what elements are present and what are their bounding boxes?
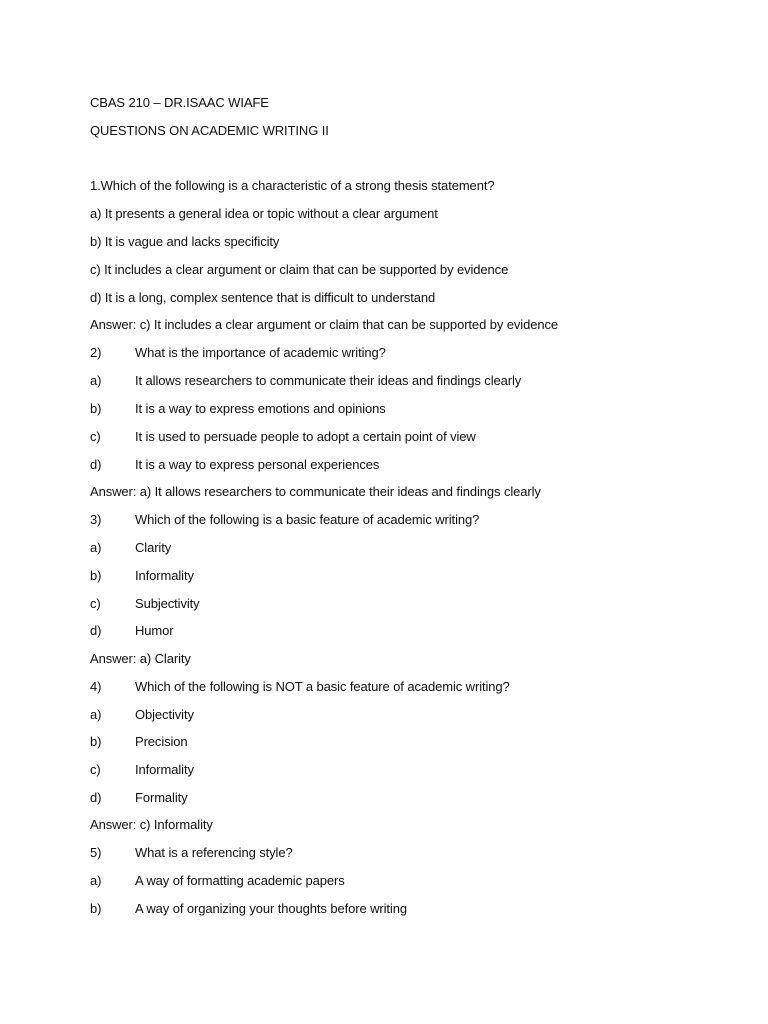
question-2-option-d [90, 457, 379, 473]
option-text: It is used to persuade people to adopt a certain point of view [135, 429, 476, 444]
option-text: Precision [135, 734, 188, 749]
option-marker: d) [90, 457, 102, 472]
question-5 [90, 845, 293, 861]
option-text: Formality [135, 790, 188, 805]
option-marker: c) [90, 429, 101, 444]
question-2-number: 2) [90, 345, 102, 360]
question-4-option-a [90, 707, 194, 723]
question-3 [90, 512, 479, 528]
question-1-option-a: a) It presents a general idea or topic without a clear argument [90, 206, 438, 221]
option-text: Subjectivity [135, 596, 200, 611]
question-1-option-c: c) It includes a clear argument or claim that can be supported by evidence [90, 262, 509, 277]
option-marker: c) [90, 762, 101, 777]
question-4-option-d [90, 790, 188, 806]
option-text: A way of organizing your thoughts before writing [135, 901, 407, 916]
question-3-option-a [90, 540, 171, 556]
question-5-text: What is a referencing style? [135, 845, 293, 860]
option-text: It is a way to express personal experiences [135, 457, 380, 472]
option-marker: d) [90, 623, 102, 638]
question-2-option-a [90, 373, 521, 389]
question-3-option-d [90, 623, 174, 639]
question-4-option-c [90, 762, 194, 778]
option-marker: b) [90, 734, 102, 749]
question-3-answer: Answer: a) Clarity [90, 651, 191, 666]
option-marker: b) [90, 401, 102, 416]
question-4-answer: Answer: c) Informality [90, 817, 213, 832]
option-text: A way of formatting academic papers [135, 873, 345, 888]
question-1-answer: Answer: c) It includes a clear argument or claim that can be supported by evidence [90, 317, 558, 332]
option-text: It allows researchers to communicate their ideas and findings clearly [135, 373, 522, 388]
question-3-number: 3) [90, 512, 102, 527]
option-text: Clarity [135, 540, 172, 555]
question-1: 1.Which of the following is a characteristic of a strong thesis statement? [90, 178, 495, 193]
option-text: It is a way to express emotions and opinions [135, 401, 386, 416]
option-marker: c) [90, 596, 101, 611]
question-3-text: Which of the following is a basic feature of academic writing? [135, 512, 480, 527]
option-marker: b) [90, 568, 102, 583]
question-4 [90, 679, 510, 695]
option-text: Objectivity [135, 707, 194, 722]
question-2-option-b [90, 401, 386, 417]
course-header: CBAS 210 – DR.ISAAC WIAFE [90, 95, 269, 110]
question-5-option-b [90, 901, 407, 917]
question-2-text: What is the importance of academic writing? [135, 345, 386, 360]
question-2-option-c [90, 429, 476, 445]
option-marker: d) [90, 790, 102, 805]
question-5-option-a [90, 873, 345, 889]
question-5-number: 5) [90, 845, 102, 860]
option-marker: b) [90, 901, 102, 916]
question-3-option-b [90, 568, 194, 584]
question-4-option-b [90, 734, 188, 750]
option-text: Informality [135, 568, 194, 583]
question-2-answer: Answer: a) It allows researchers to communicate their ideas and findings clearly [90, 484, 541, 499]
option-marker: a) [90, 707, 102, 722]
option-marker: a) [90, 540, 102, 555]
question-4-number: 4) [90, 679, 102, 694]
question-4-text: Which of the following is NOT a basic feature of academic writing? [135, 679, 510, 694]
question-1-option-b: b) It is vague and lacks specificity [90, 234, 280, 249]
option-text: Informality [135, 762, 194, 777]
document-title: QUESTIONS ON ACADEMIC WRITING II [90, 123, 329, 138]
question-1-option-d: d) It is a long, complex sentence that is difficult to understand [90, 290, 436, 305]
option-marker: a) [90, 873, 102, 888]
question-2 [90, 345, 386, 361]
option-marker: a) [90, 373, 102, 388]
option-text: Humor [135, 623, 174, 638]
question-3-option-c [90, 596, 200, 612]
